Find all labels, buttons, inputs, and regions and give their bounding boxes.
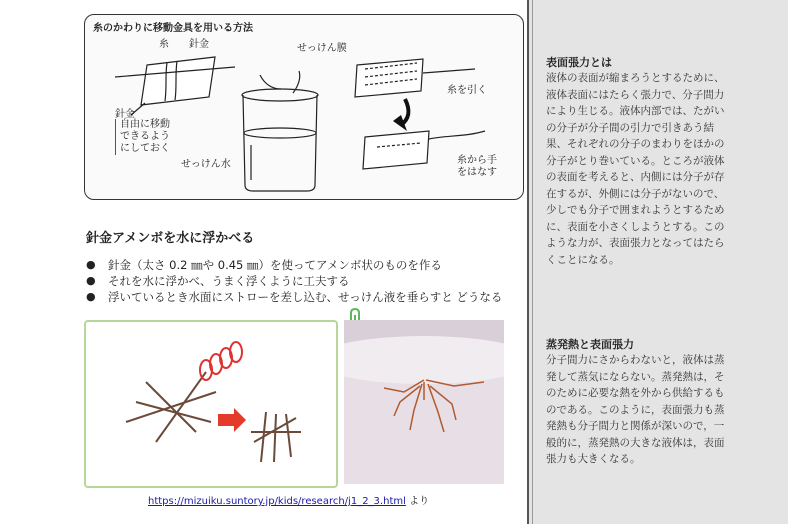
arrow-right-icon xyxy=(218,408,246,432)
source-citation xyxy=(148,492,429,507)
copper-wire-strider xyxy=(384,380,484,432)
label-soap-water: せっけん水 xyxy=(181,159,231,170)
section-title: 針金アメンボを水に浮かべる xyxy=(86,231,255,246)
beaker-illustration xyxy=(242,71,318,191)
label-thread: 糸 xyxy=(159,39,169,50)
label-release: 糸から手 をはなす xyxy=(457,155,497,178)
column-divider xyxy=(527,0,529,524)
label-soap-film: せっけん膜 xyxy=(297,43,347,54)
coil-icon xyxy=(200,342,242,380)
list-item: ● 針金（太さ 0.2 ㎜や 0.45 ㎜）を使ってアメンボ状のものを作る xyxy=(86,258,442,272)
bullet-list xyxy=(86,257,516,305)
heat-of-evaporation-body: 分子間力にさからわないと，液体は蒸発して蒸気にならない。蒸発熱は，そのために必要な熱を外から供給するものである。このように，表面張力も蒸発熱も分子間力と関係が深いので，一般的に，蒸発熱の大きな液体は，表面張力も大きくなる。 xyxy=(546,354,725,465)
label-wire: 針金 xyxy=(189,39,209,50)
surface-tension-body: 液体の表面が縮まろうとするために、液体表面にはたらく張力で、分子間力により生じる。液体内部では、たがいの分子が分子間の引力で引きあう結果、それぞれの分子のまわりをほかの分子がとり巻いている。ところが液体の表面を考えると、内側には分子が存在するが、外側には分子がないので、少しでも分子で囲まれようとするために、表面を小さくしようとする。このような力が、表面張力となってはたらくことになる。 xyxy=(546,72,725,266)
finished-strider-drawing xyxy=(251,412,301,462)
wire-strider-drawing xyxy=(126,372,216,442)
floating-strider-photo xyxy=(344,320,504,484)
bullet-dot-icon: ● xyxy=(86,290,96,303)
list-item: ● それを水に浮かべ、うまく浮くように工夫する xyxy=(86,274,350,288)
label-wire-note: 自由に移動 できるよう にしておく xyxy=(115,119,170,155)
heat-of-evaporation-title: 蒸発熱と表面張力 xyxy=(546,338,634,351)
column-divider-thin xyxy=(532,0,533,524)
list-item: ● 浮いているとき水面にストローを差し込む、せっけん液を垂らすと どうなる xyxy=(86,290,503,304)
wire-water-strider-illustration xyxy=(84,320,338,488)
bullet-dot-icon: ● xyxy=(86,274,96,287)
bullet-dot-icon: ● xyxy=(86,258,96,271)
label-wire-left: 針金 xyxy=(115,109,135,120)
label-pull-thread: 糸を引く xyxy=(447,85,487,96)
surface-tension-title: 表面張力とは xyxy=(546,56,612,69)
source-suffix: より xyxy=(409,496,430,507)
method-diagram xyxy=(84,14,524,200)
diagram-title: 糸のかわりに移動金具を用いる方法 xyxy=(93,23,253,34)
source-link[interactable]: https://mizuiku.suntory.jp/kids/research/j1_2_3.html xyxy=(148,496,406,507)
curve-arrow xyxy=(393,99,408,131)
